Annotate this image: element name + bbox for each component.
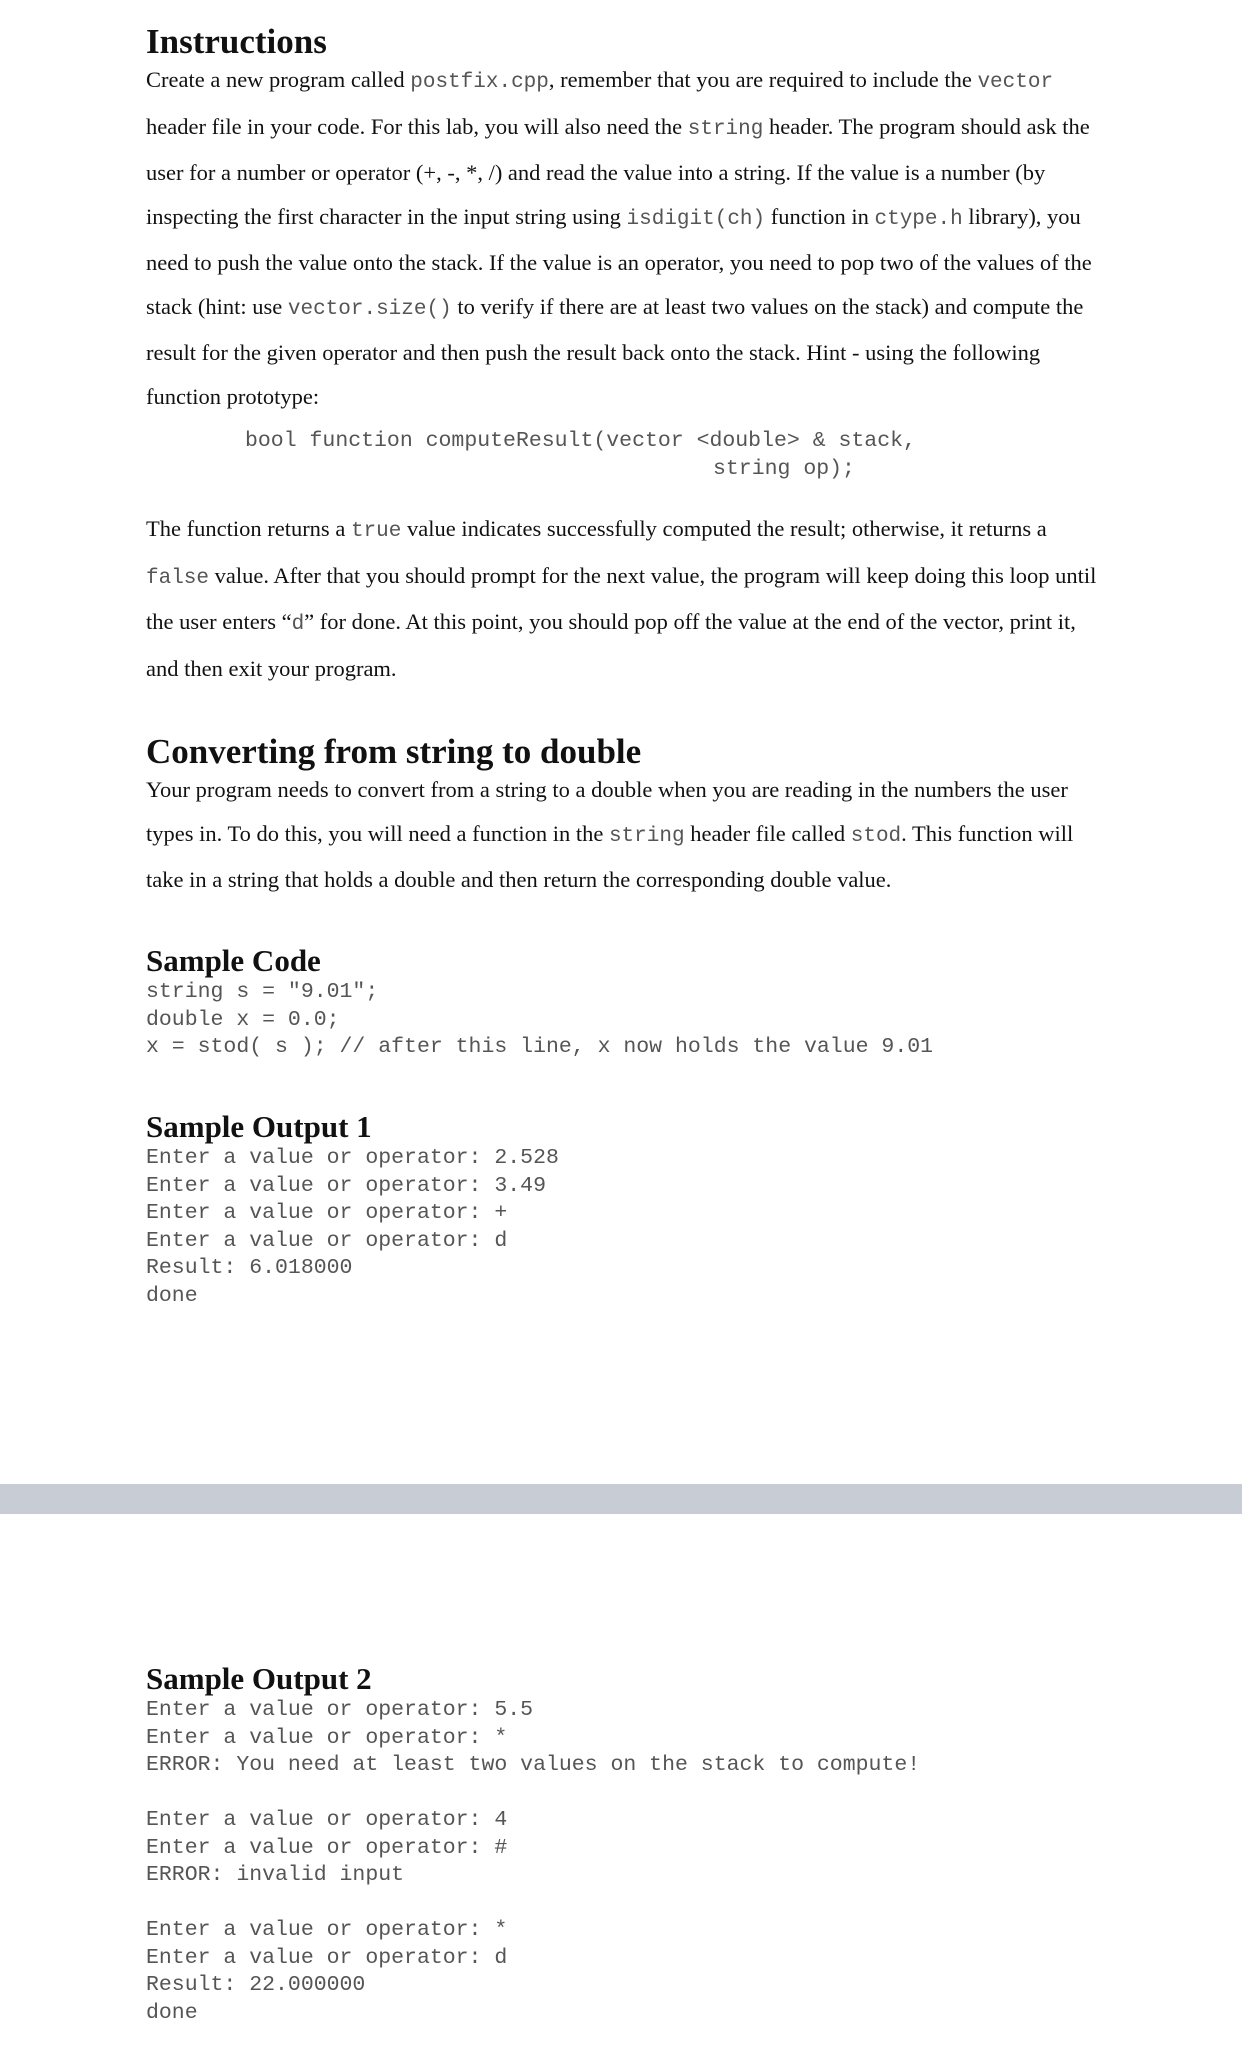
text-run: to verify if there are at least two values on the stack) and compute the result for the given operator and then push the result back onto the stack. Hint - using the following function prototype:: [146, 293, 1084, 409]
text-run: value indicates successfully computed the result; otherwise, it returns a: [401, 516, 1047, 541]
code-line: Result: 22.000000: [146, 1973, 366, 1997]
code-line: double x = 0.0;: [146, 1007, 340, 1032]
prototype-line-2: string op);: [713, 456, 855, 481]
converting-heading: Converting from string to double: [146, 732, 642, 771]
code-line: Enter a value or operator: *: [146, 1725, 508, 1750]
sample-output-2-section: [146, 1661, 1106, 2027]
converting-section: [146, 732, 1106, 902]
inline-code: d: [291, 613, 305, 636]
code-line: ERROR: invalid input: [146, 1863, 405, 1887]
code-line: Enter a value or operator: d: [146, 1228, 508, 1253]
instructions-heading: Instructions: [146, 22, 327, 61]
code-line: done: [146, 1283, 198, 1308]
prototype-line-1: bool function computeResult(vector <double> & stack,: [245, 429, 916, 453]
text-run: header file called: [684, 820, 851, 846]
text-run: Your program needs to convert from a string to a double when you are reading in the numbers the user types in. To do this, you will need a function in the: [146, 777, 1068, 846]
text-run: function in: [765, 203, 875, 229]
text-run: . This function will take in a string that holds a double and then return the corresponding double value.: [146, 820, 1074, 892]
text-run: library), you need to push the value onto the stack. If the value is an operator, you need to pop two of the values of the stack (hint: use: [146, 203, 1092, 319]
sample-code-block: [146, 979, 1106, 1062]
text-run: ” for done. At this point, you should pop off the value at the end of the vector, print it, and then exit your program.: [146, 609, 1076, 681]
text-run: , remember that you are required to include the: [548, 67, 978, 92]
code-line: done: [146, 2000, 198, 2025]
sample-output-2-heading: Sample Output 2: [146, 1661, 372, 1696]
code-line: string s = "9.01";: [146, 980, 379, 1004]
blank-line: [146, 1780, 1106, 1808]
inline-code: stod: [850, 824, 902, 848]
inline-code: true: [350, 520, 402, 543]
code-line: Enter a value or operator: *: [146, 1918, 508, 1942]
sample-output-1-heading: Sample Output 1: [146, 1109, 372, 1144]
instructions-paragraph-2: [146, 507, 1106, 690]
inline-code: vector: [977, 71, 1054, 94]
inline-code: vector.size(): [287, 297, 452, 321]
text-run: header file in your code. For this lab, you will also need the: [146, 113, 688, 139]
page-separator: [0, 1484, 1242, 1514]
code-line: ERROR: You need at least two values on the stack to compute!: [146, 1753, 921, 1777]
sample-output-2-block: [146, 1697, 1106, 2027]
instructions-continued: [146, 507, 1106, 690]
code-line: Enter a value or operator: #: [146, 1835, 508, 1860]
sample-output-1-section: [146, 1109, 1106, 1310]
inline-code: false: [146, 566, 210, 590]
code-line: Enter a value or operator: 3.49: [146, 1173, 546, 1198]
code-line: x = stod( s ); // after this line, x now holds the value 9.01: [146, 1035, 934, 1059]
code-line: Enter a value or operator: 5.5: [146, 1698, 534, 1722]
document-page-2: [0, 1514, 1242, 2058]
code-line: Enter a value or operator: 4: [146, 1808, 508, 1832]
inline-code: ctype.h: [874, 207, 963, 231]
inline-code: string: [608, 824, 685, 848]
sample-code-heading: Sample Code: [146, 943, 321, 978]
converting-paragraph: [146, 768, 1106, 902]
instructions-paragraph-1: [146, 58, 1106, 418]
instructions-section: [146, 22, 1106, 418]
sample-output-1-block: [146, 1145, 1106, 1310]
text-run: header. The program should ask the user for a number or operator (+, -, *, /) and read the value into a string. If the value is a number (by inspecting the first character in the input string using: [146, 113, 1090, 229]
code-line: Result: 6.018000: [146, 1256, 353, 1280]
blank-line: [146, 1890, 1106, 1918]
code-line: Enter a value or operator: 2.528: [146, 1146, 559, 1170]
text-run: The function returns a: [146, 516, 351, 541]
text-run: Create a new program called: [146, 67, 411, 92]
inline-code: isdigit(ch): [626, 207, 766, 231]
inline-code: postfix.cpp: [410, 71, 549, 94]
code-line: Enter a value or operator: +: [146, 1201, 508, 1225]
sample-code-section: [146, 943, 1106, 1062]
inline-code: string: [687, 117, 764, 141]
function-prototype: [245, 428, 916, 483]
code-line: Enter a value or operator: d: [146, 1945, 508, 1970]
text-run: value. After that you should prompt for the next value, the program will keep doing this loop until the user enters “: [146, 562, 1097, 634]
